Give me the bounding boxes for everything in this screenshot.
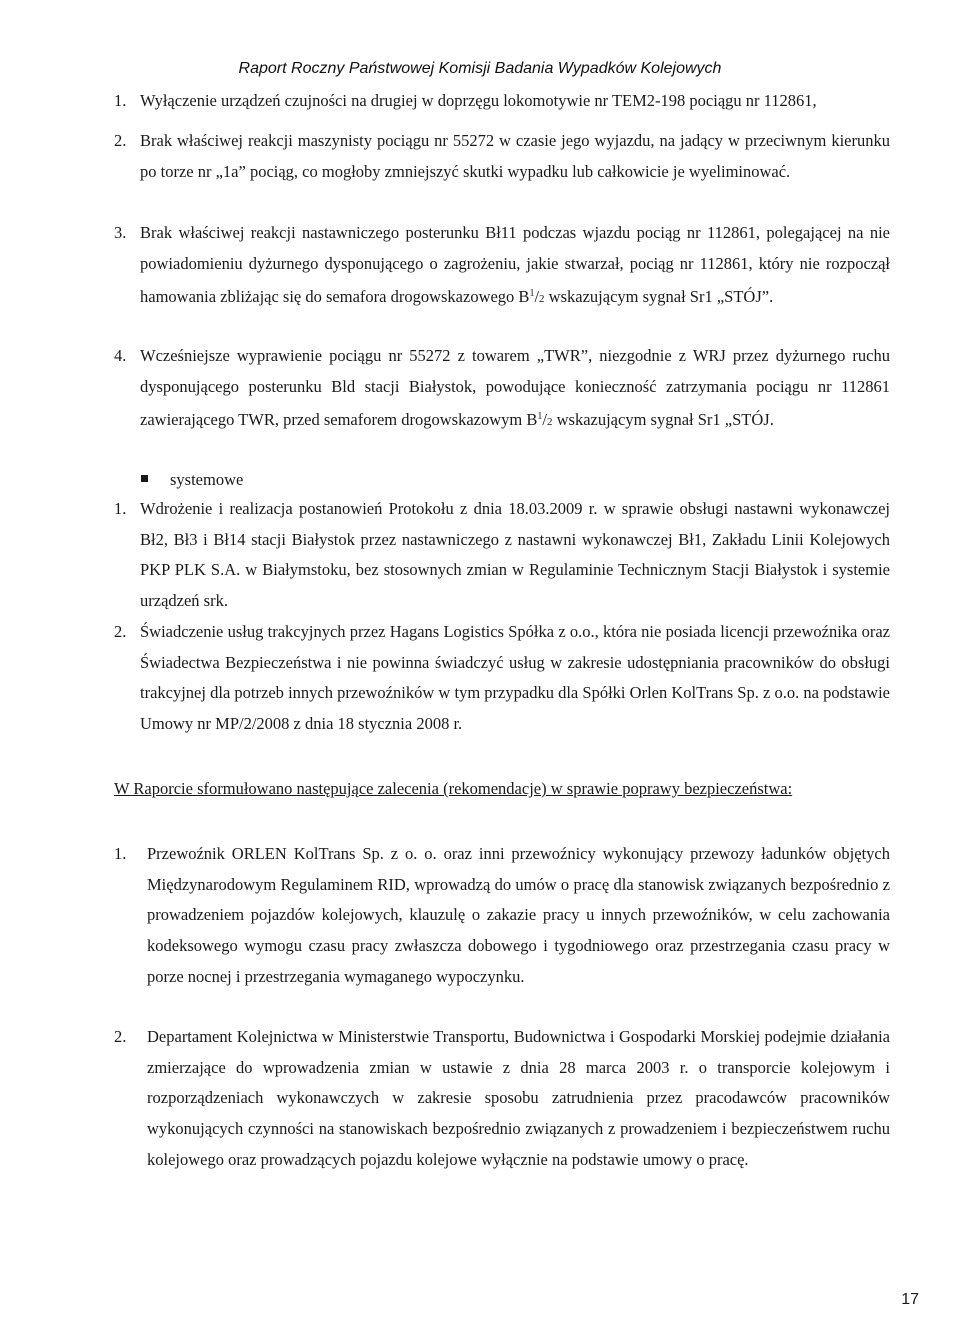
cause-number: 3. bbox=[114, 223, 127, 242]
recommendation-text: Przewoźnik ORLEN KolTrans Sp. z o. o. oraz inni przewoźnicy wykonujący przewozy ładunków objętych Międzynarodowym Regulaminem RID, wprowadzą do umów o pracę dla stanowisk związanych bezpośrednio z prowadzeniem pojazdów kolejowych, klauzulę o zakazie pracy u innych przewoźników, w celu zachowania kodeksowego wymogu czasu pracy zwłaszcza dobowego i tygodniowego oraz przestrzegania czasu pracy w porze nocnej i przestrzegania wymaganego wypoczynku. bbox=[147, 844, 890, 986]
cause-text: Brak właściwej reakcji nastawniczego posterunku Bł11 podczas wjazdu pociąg nr 112861, polegającej na nie powiadomieniu dyżurnego dysponującego o zagrożeniu, jakie stwarzał, pociąg nr 112861, który nie rozpoczął hamowania zbliżając się do semafora drogowskazowego $B^1/2$ wskazującym sygnał Sr1 „STÓJ”. bbox=[140, 223, 890, 307]
systemic-number: 2. bbox=[114, 622, 127, 641]
recommendation-number: 2. bbox=[114, 1027, 127, 1046]
cause-text: Brak właściwej reakcji maszynisty pociągu nr 55272 w czasie jego wyjazdu, na jadący w przeciwnym kierunku po torze nr „1a” pociąg, co mogłoby zmniejszyć skutki wypadku lub całkowicie je wyeliminować. bbox=[140, 131, 890, 181]
recommendation-number: 1. bbox=[114, 844, 127, 863]
recommendation-text: Departament Kolejnictwa w Ministerstwie Transportu, Budownictwa i Gospodarki Morskiej podejmie działania zmierzające do wprowadzenia zmian w ustawie z dnia 28 marca 2003 r. o transporcie kolejowym i rozporządzeniach wykonawczych w zakresie sposobu zatrudnienia przez pracodawców pracowników wykonujących czynności na stanowiskach bezpośrednio związanych z prowadzeniem i bezpieczeństwem ruchu kolejowego oraz prowadzących pojazdu kolejowe wyłącznie na podstawie umowy o pracę. bbox=[147, 1027, 890, 1169]
cause-item-4 bbox=[114, 341, 890, 438]
systemic-text: Świadczenie usług trakcyjnych przez Hagans Logistics Spółka z o.o., która nie posiada licencji przewoźnika oraz Świadectwa Bezpieczeństwa i nie powinna świadczyć usług w zakresie udostępniania pracowników do obsługi trakcyjnej dla potrzeb innych przewoźników w tym przypadku dla Spółki Orlen KolTrans Sp. z o.o. na podstawie Umowy nr MP/2/2008 z dnia 18 stycznia 2008 r. bbox=[140, 622, 890, 734]
cause-item-3 bbox=[114, 218, 890, 315]
cause-item-1 bbox=[114, 86, 890, 117]
page-number: 17 bbox=[901, 1291, 919, 1308]
cause-number: 1. bbox=[114, 91, 127, 110]
systemic-bullet bbox=[141, 465, 243, 496]
report-header: Raport Roczny Państwowej Komisji Badania Wypadków Kolejowych bbox=[238, 60, 722, 77]
cause-item-2 bbox=[114, 126, 890, 187]
cause-text: Wcześniejsze wyprawienie pociągu nr 55272 z towarem „TWR”, niezgodnie z WRJ przez dyżurnego ruchu dysponującego posterunku Bld stacji Białystok, powodujące konieczność zatrzymania pociągu nr 112861 zawierającego TWR, przed semaforem drogowskazowym $B^1/2$ wskazującym sygnał Sr1 „STÓJ. bbox=[140, 346, 890, 430]
cause-number: 2. bbox=[114, 131, 127, 150]
systemic-label: systemowe bbox=[170, 470, 244, 489]
recommendations-heading: W Raporcie sformułowano następujące zalecenia (rekomendacje) w sprawie poprawy bezpieczeństwa: bbox=[114, 779, 793, 798]
systemic-number: 1. bbox=[114, 499, 127, 518]
recommendation-item-2 bbox=[114, 1022, 890, 1176]
recommendation-item-1 bbox=[114, 839, 890, 993]
cause-text: Wyłączenie urządzeń czujności na drugiej w doprzęgu lokomotywie nr TEM2-198 pociągu nr 112861, bbox=[140, 91, 817, 110]
systemic-item-2 bbox=[114, 617, 890, 740]
systemic-item-1 bbox=[114, 494, 890, 617]
cause-number: 4. bbox=[114, 346, 127, 365]
systemic-text: Wdrożenie i realizacja postanowień Protokołu z dnia 18.03.2009 r. w sprawie obsługi nastawni wykonawczej Bł2, Bł3 i Bł14 stacji Białystok przez nastawniczego z nastawni wykonawczej Bł1, Zakładu Linii Kolejowych PKP PLK S.A. w Białymstoku, bez stosownych zmian w Regulaminie Technicznym Stacji Białystok i systemie urządzeń srk. bbox=[140, 499, 890, 611]
square-bullet-icon bbox=[141, 475, 148, 482]
